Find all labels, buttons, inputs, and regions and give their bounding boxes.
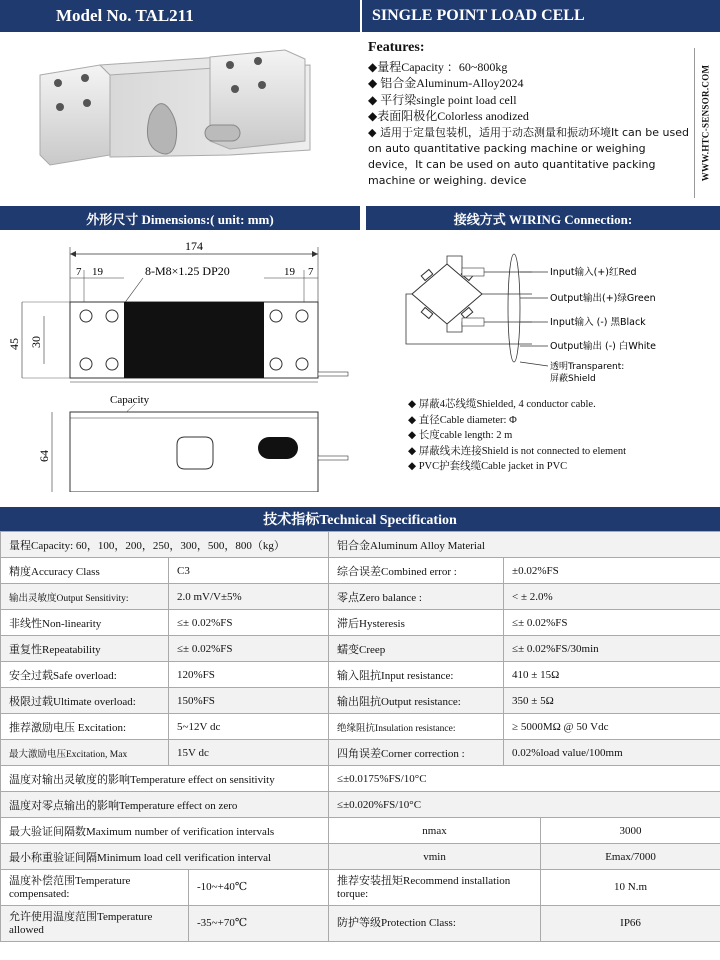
wiring-header xyxy=(366,206,720,230)
wiring-title: 接线方式 WIRING Connection: xyxy=(453,211,633,227)
spec-label: 滞后Hysteresis xyxy=(329,610,504,636)
table-row xyxy=(1,740,720,766)
spec-capacity: 量程Capacity: 60，100，200，250，300，500，800（kg） xyxy=(1,532,329,558)
spec-label: 防护等级Protection Class: xyxy=(329,906,541,942)
spec-value: 3000 xyxy=(541,818,720,844)
dimensions-header xyxy=(0,206,360,230)
table-row xyxy=(1,844,720,870)
spec-label: 允许使用温度范围Temperature allowed xyxy=(1,906,189,942)
spec-label: 输出阻抗Output resistance: xyxy=(329,688,504,714)
features-title: Features: xyxy=(368,40,425,55)
cable-note: ◆ 直径Cable diameter: Φ xyxy=(408,414,517,426)
table-row xyxy=(1,818,720,844)
spec-value: ±0.02%FS xyxy=(504,558,720,584)
table-row xyxy=(1,870,720,906)
table-row xyxy=(1,906,720,942)
spec-table xyxy=(0,531,720,942)
feature-item: ◆ 平行梁single point load cell xyxy=(368,92,517,107)
dim-left-hole: 19 xyxy=(92,266,103,278)
spec-title: 技术指标Technical Specification xyxy=(263,513,457,528)
spec-value: C3 xyxy=(169,558,329,584)
product-title-header xyxy=(362,0,720,32)
spec-label: 零点Zero balance : xyxy=(329,584,504,610)
cable-note: ◆ PVC护套线缆Cable jacket in PVC xyxy=(408,461,568,472)
spec-label: 温度对输出灵敏度的影响Temperature effect on sensitivity xyxy=(1,766,329,792)
spec-label: 非线性Non-linearity xyxy=(1,610,169,636)
dim-width-inner: 30 xyxy=(29,336,43,348)
spec-label: 温度补偿范围Temperature compensated: xyxy=(1,870,189,906)
spec-value: < ± 2.0% xyxy=(504,584,720,610)
table-row xyxy=(1,766,720,792)
model-number-header xyxy=(0,0,360,32)
spec-value: ≤±0.020%FS/10°C xyxy=(329,792,720,818)
feature-item: ◆量程Capacity ：60~800kg xyxy=(368,59,508,74)
wiring-notes xyxy=(408,397,626,475)
features-list xyxy=(368,40,693,189)
dimension-drawing xyxy=(0,232,360,492)
spec-label: 最大激励电压Excitation, Max xyxy=(1,740,169,766)
spec-value: 410 ± 15Ω xyxy=(504,662,720,688)
cable-note: ◆ 屏蔽线未连接Shield is not connected to element xyxy=(408,445,627,457)
spec-value: nmax xyxy=(329,818,541,844)
feature-item: ◆ 铝合金Aluminum-Alloy2024 xyxy=(368,76,524,90)
wire-input-negative: Input输入 (-) 黑Black xyxy=(550,317,646,328)
table-row xyxy=(1,714,720,740)
spec-label: 安全过载Safe overload: xyxy=(1,662,169,688)
spec-value: 10 N.m xyxy=(541,870,720,906)
spec-label: 推荐激励电压 Excitation: xyxy=(1,714,169,740)
product-title: SINGLE POINT LOAD CELL xyxy=(372,7,585,24)
spec-value: ≤± 0.02%FS xyxy=(169,610,329,636)
feature-application: ◆ 适用于定量包装机，适用于动态测量和振动环境It can be used on auto quantitative packing machine or weighing device，It can be used on auto quantitative packing machine or weighing. device xyxy=(368,125,689,187)
model-number: Model No. TAL211 xyxy=(56,6,194,25)
spec-label: 蠕变Creep xyxy=(329,636,504,662)
website-url-vertical xyxy=(694,48,716,198)
feature-item: ◆表面阳极化Colorless anodized xyxy=(368,109,529,123)
spec-value: 150%FS xyxy=(169,688,329,714)
table-row xyxy=(1,792,720,818)
capacity-label: Capacity xyxy=(110,394,150,406)
spec-label: 温度对零点输出的影响Temperature effect on zero xyxy=(1,792,329,818)
spec-value: Emax/7000 xyxy=(541,844,720,870)
wiring-diagram xyxy=(362,232,720,392)
spec-value: 120%FS xyxy=(169,662,329,688)
dim-width-outer: 45 xyxy=(7,338,21,350)
spec-label: 最小称重验证间隔Minimum load cell verification interval xyxy=(1,844,329,870)
website-url: WWW.HTC-SENSOR.COM xyxy=(700,64,711,182)
table-row xyxy=(1,636,720,662)
spec-value: ≤±0.0175%FS/10°C xyxy=(329,766,720,792)
table-row xyxy=(1,558,720,584)
spec-label: 极限过载Ultimate overload: xyxy=(1,688,169,714)
dimensions-title: 外形尺寸 Dimensions:( unit: mm) xyxy=(86,211,274,227)
spec-label: 最大验证间隔数Maximum number of verification intervals xyxy=(1,818,329,844)
spec-label: 综合误差Combined error : xyxy=(329,558,504,584)
spec-value: -10~+40℃ xyxy=(189,870,329,906)
spec-label: 绝缘阻抗Insulation resistance: xyxy=(329,714,504,740)
spec-value: -35~+70℃ xyxy=(189,906,329,942)
table-row xyxy=(1,662,720,688)
dim-height: 64 xyxy=(37,450,51,462)
thread-spec: 8-M8×1.25 DP20 xyxy=(145,264,230,278)
spec-value: 2.0 mV/V±5% xyxy=(169,584,329,610)
spec-value: vmin xyxy=(329,844,541,870)
table-row xyxy=(1,532,720,558)
table-row xyxy=(1,610,720,636)
spec-value: 350 ± 5Ω xyxy=(504,688,720,714)
spec-value: 0.02%load value/100mm xyxy=(504,740,720,766)
spec-label: 输入阻抗Input resistance: xyxy=(329,662,504,688)
spec-material: 铝合金Aluminum Alloy Material xyxy=(329,532,720,558)
spec-value: ≤± 0.02%FS xyxy=(169,636,329,662)
dim-right-hole: 19 xyxy=(284,266,295,278)
wire-shield-en: 屏蔽Shield xyxy=(550,374,596,384)
dim-left-edge: 7 xyxy=(76,266,82,278)
wire-output-negative: Output输出 (-) 白White xyxy=(550,341,657,352)
spec-value: ≤± 0.02%FS/30min xyxy=(504,636,720,662)
table-row xyxy=(1,584,720,610)
wire-shield-cn: 透明Transparent: xyxy=(550,362,625,372)
dim-right-edge: 7 xyxy=(308,266,314,278)
load-cell-photo xyxy=(30,45,330,195)
spec-label: 精度Accuracy Class xyxy=(1,558,169,584)
spec-value: 5~12V dc xyxy=(169,714,329,740)
spec-value: ≥ 5000MΩ @ 50 Vdc xyxy=(504,714,720,740)
spec-value: 15V dc xyxy=(169,740,329,766)
spec-header xyxy=(0,507,720,531)
spec-label: 重复性Repeatability xyxy=(1,636,169,662)
wire-input-positive: Input输入(+)红Red xyxy=(550,267,637,278)
cable-note: ◆ 长度cable length: 2 m xyxy=(408,430,513,441)
cable-note: ◆ 屏蔽4芯线缆Shielded, 4 conductor cable. xyxy=(408,399,596,410)
wire-output-positive: Output输出(+)绿Green xyxy=(550,293,656,304)
spec-label: 推荐安装扭矩Recommend installation torque: xyxy=(329,870,541,906)
dim-overall: 174 xyxy=(185,239,203,253)
spec-label: 四角误差Corner correction : xyxy=(329,740,504,766)
spec-label: 输出灵敏度Output Sensitivity: xyxy=(1,584,169,610)
spec-value: IP66 xyxy=(541,906,720,942)
spec-value: ≤± 0.02%FS xyxy=(504,610,720,636)
table-row xyxy=(1,688,720,714)
